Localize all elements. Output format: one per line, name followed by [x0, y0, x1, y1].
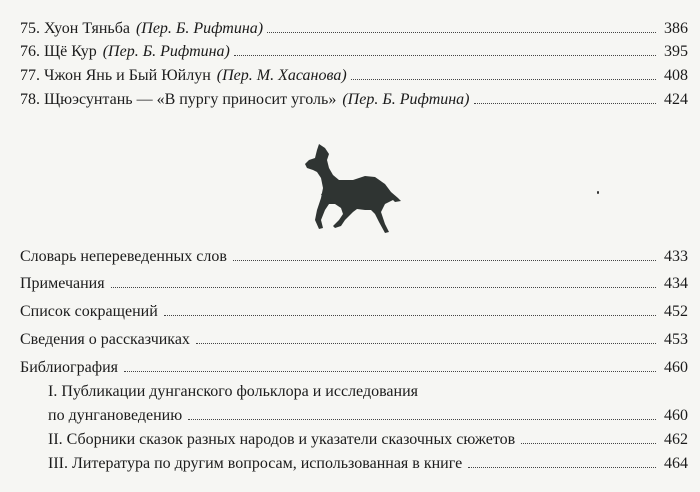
entry-page-number: 453	[664, 331, 688, 348]
toc-section-storytellers	[0, 328, 700, 352]
toc-entry-75	[0, 17, 700, 41]
entry-page-number: 433	[664, 248, 688, 265]
entry-page-number: 460	[664, 407, 688, 424]
entry-title: Сведения о рассказчиках	[20, 328, 192, 352]
horse-vignette-icon	[305, 142, 403, 234]
entry-title: III. Литература по другим вопросам, использованная в книге	[48, 452, 464, 476]
entry-title: 75. Хуон Тяньба	[20, 17, 132, 41]
bibliography-item-1-line1: I. Публикации дунганского фольклора и исследования	[48, 383, 419, 400]
entry-title: II. Сборники сказок разных народов и указатели сказочных сюжетов	[48, 428, 517, 452]
entry-title: по дунгановедению	[48, 404, 184, 428]
entry-page-number: 386	[664, 20, 688, 37]
toc-section-abbreviations	[0, 300, 700, 324]
entry-title: 78. Щюэсунтань — «В пургу приносит уголь»	[20, 88, 338, 112]
entry-title: 76. Щё Кур	[20, 40, 99, 64]
dot-leader	[188, 418, 656, 420]
dot-leader	[111, 286, 656, 288]
entry-page-number: 452	[664, 303, 688, 320]
entry-page-number: 460	[664, 359, 688, 376]
entry-translator: (Пер. Б. Рифтина)	[102, 43, 230, 60]
bibliography-item-2	[0, 428, 700, 452]
dot-leader	[234, 54, 656, 56]
entry-translator: (Пер. М. Хасанова)	[216, 67, 347, 84]
entry-title: Словарь непереведенных слов	[20, 245, 229, 269]
entry-page-number: 462	[664, 431, 688, 448]
entry-page-number: 408	[664, 67, 688, 84]
dot-leader	[468, 466, 656, 468]
toc-section-bibliography	[0, 356, 700, 380]
dot-leader	[124, 370, 656, 372]
toc-entry-76	[0, 40, 700, 64]
entry-page-number: 464	[664, 455, 688, 472]
entry-translator: (Пер. Б. Рифтина)	[342, 91, 470, 108]
dot-leader	[351, 78, 656, 80]
dot-leader	[521, 442, 656, 444]
dot-leader	[267, 31, 656, 33]
entry-page-number: 424	[664, 91, 688, 108]
bibliography-item-1	[0, 404, 700, 428]
dot-leader	[164, 314, 656, 316]
entry-translator: (Пер. Б. Рифтина)	[135, 20, 264, 37]
entry-title: Список сокращений	[20, 300, 160, 324]
entry-title: 77. Чжон Янь и Бый Юйлун	[20, 64, 213, 88]
toc-entry-77	[0, 64, 700, 88]
dot-leader	[196, 342, 656, 344]
toc-section-glossary	[0, 245, 700, 269]
bibliography-item-3	[0, 452, 700, 476]
dot-leader	[474, 102, 656, 104]
dot-leader	[233, 259, 656, 261]
toc-entry-78	[0, 88, 700, 112]
entry-title: Библиография	[20, 356, 120, 380]
toc-section-notes	[0, 272, 700, 296]
entry-title: Примечания	[20, 272, 107, 296]
print-speck	[597, 191, 599, 194]
entry-page-number: 395	[664, 43, 688, 60]
entry-page-number: 434	[664, 275, 688, 292]
